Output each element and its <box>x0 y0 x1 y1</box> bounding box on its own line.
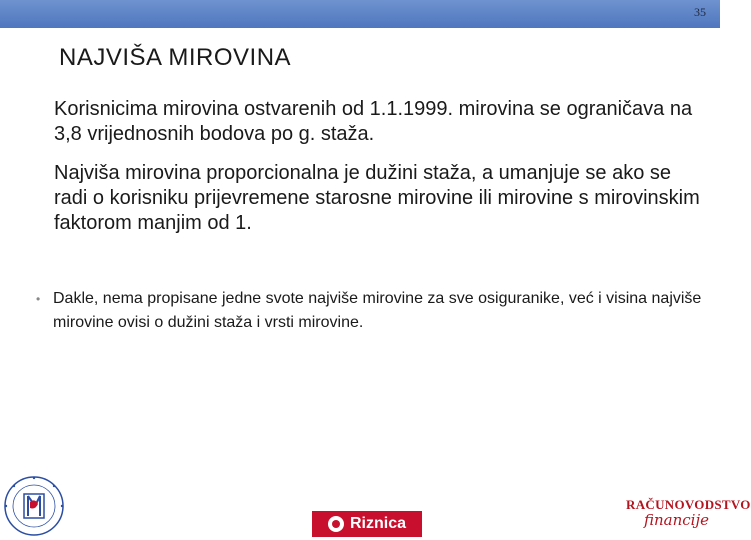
bullet-item <box>36 287 706 335</box>
bullet-dot-icon: • <box>36 292 41 306</box>
racunovodstvo-logo <box>626 497 751 537</box>
paragraph-1: Korisnicima mirovina ostvarenih od 1.1.1999. mirovina se ograničava na 3,8 vrijednosnih bodova po g. staža. <box>54 98 693 145</box>
riznica-logo <box>312 511 422 537</box>
paragraph-2: Najviša mirovina proporcionalna je dužini staža, a umanjuje se ako se radi o korisniku prijevremene starosne mirovine ili mirovine s mirovinskim faktorom manjim od 1. <box>54 162 700 234</box>
bullet-text: Dakle, nema propisane jedne svote najviše mirovine za sve osiguranike, već i visina najviše mirovine ovisi o dužini staža i vrsti mirovine. <box>53 290 702 331</box>
racunovodstvo-subtitle: financije <box>644 511 709 529</box>
page-number: 35 <box>694 5 706 19</box>
institution-logo <box>2 472 66 540</box>
riznica-emblem-icon <box>328 516 344 532</box>
racunovodstvo-title: RAČUNOVODSTVO <box>626 497 751 512</box>
slide-title: NAJVIŠA MIROVINA <box>59 44 292 71</box>
top-bar <box>0 0 720 28</box>
riznica-label: Riznica <box>349 515 406 532</box>
